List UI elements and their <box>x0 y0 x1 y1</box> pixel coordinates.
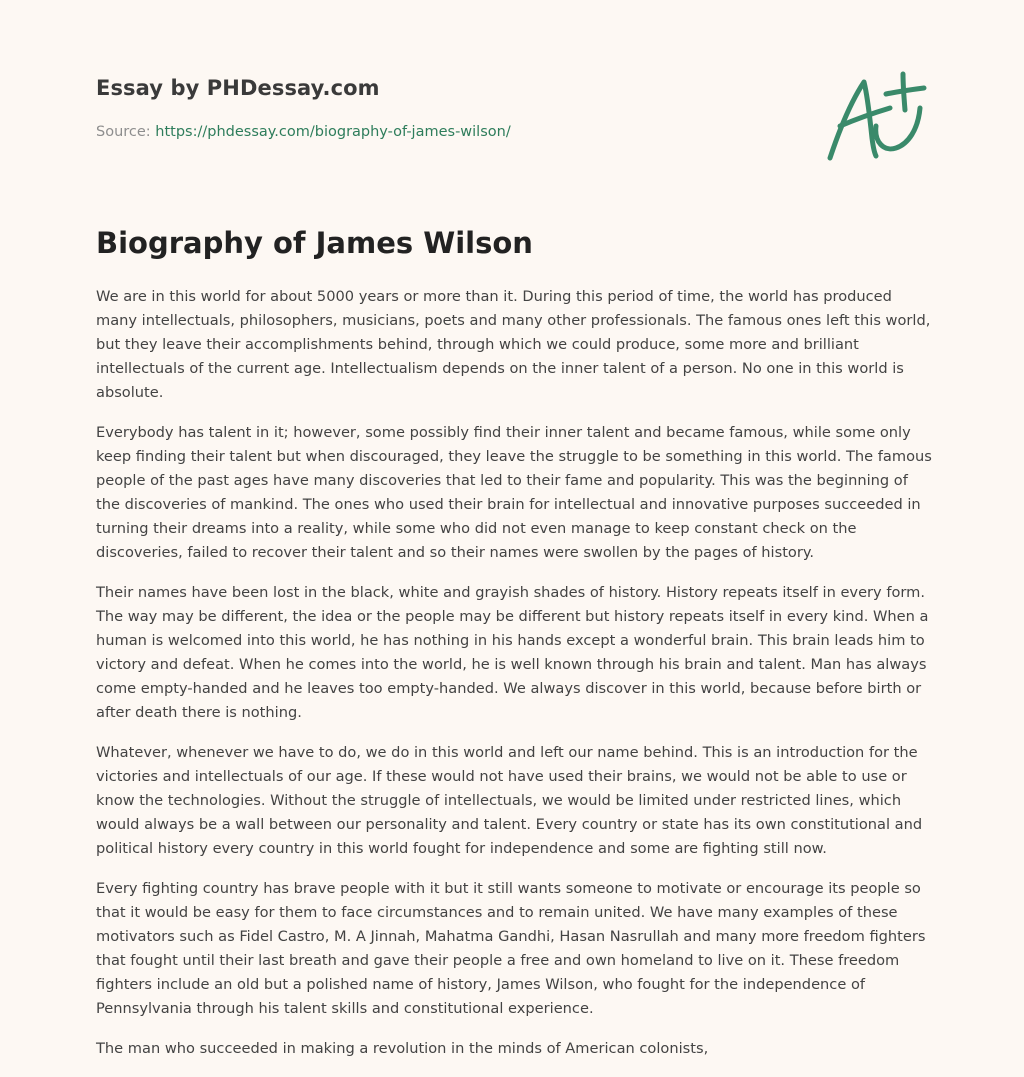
essay-paragraph: We are in this world for about 5000 years or more than it. During this period of time, the world has produced many intellectuals, philosophers, musicians, poets and many other professionals. The famous ones left this world, but they leave their accomplishments behind, through which we could produce, some more and brilliant intellectuals of the current age. Intellectualism depends on the inner talent of a person. No one in this world is absolute. <box>96 288 931 401</box>
source-line <box>96 124 511 140</box>
a-plus-grade-icon <box>824 68 928 164</box>
site-brand: Essay by PHDessay.com <box>96 76 380 100</box>
source-label: Source: <box>96 124 151 140</box>
essay-paragraph: Their names have been lost in the black, white and grayish shades of history. History repeats itself in every form. The way may be different, the idea or the people may be different but history repeats itself in every kind. When a human is welcomed into this world, he has nothing in his hands except a wonderful brain. This brain leads him to victory and defeat. When he comes into the world, he is well known through his brain and talent. Man has always come empty-handed and he leaves too empty-handed. We always discover in this world, because before birth or after death there is nothing. <box>96 584 929 721</box>
essay-paragraph: Every fighting country has brave people with it but it still wants someone to motivate or encourage its people so that it would be easy for them to face circumstances and to remain united. We have many examples of these motivators such as Fidel Castro, M. A Jinnah, Mahatma Gandhi, Hasan Nasrullah and many more freedom fighters that fought until their last breath and gave their people a free and own homeland to live on it. These freedom fighters include an old but a polished name of history, James Wilson, who fought for the independence of Pennsylvania through his talent skills and constitutional experience. <box>96 880 926 1017</box>
essay-paragraph: The man who succeeded in making a revolution in the minds of American colonists, <box>96 1040 709 1057</box>
source-link[interactable]: https://phdessay.com/biography-of-james-wilson/ <box>155 124 511 140</box>
essay-title: Biography of James Wilson <box>96 226 533 260</box>
essay-body <box>96 285 932 1077</box>
essay-paragraph: Everybody has talent in it; however, some possibly find their inner talent and became famous, while some only keep finding their talent but when discouraged, they leave the struggle to be something in this world. The famous people of the past ages have many discoveries that led to their fame and popularity. This was the beginning of the discoveries of mankind. The ones who used their brain for intellectual and innovative purposes succeeded in turning their dreams into a reality, while some who did not even manage to keep constant check on the discoveries, failed to recover their talent and so their names were swollen by the pages of history. <box>96 424 932 561</box>
essay-paragraph: Whatever, whenever we have to do, we do in this world and left our name behind. This is an introduction for the victories and intellectuals of our age. If these would not have used their brains, we would not be able to use or know the technologies. Without the struggle of intellectuals, we would be limited under restricted lines, which would always be a wall between our personality and talent. Every country or state has its own constitutional and political history every country in this world fought for independence and some are fighting still now. <box>96 744 923 857</box>
